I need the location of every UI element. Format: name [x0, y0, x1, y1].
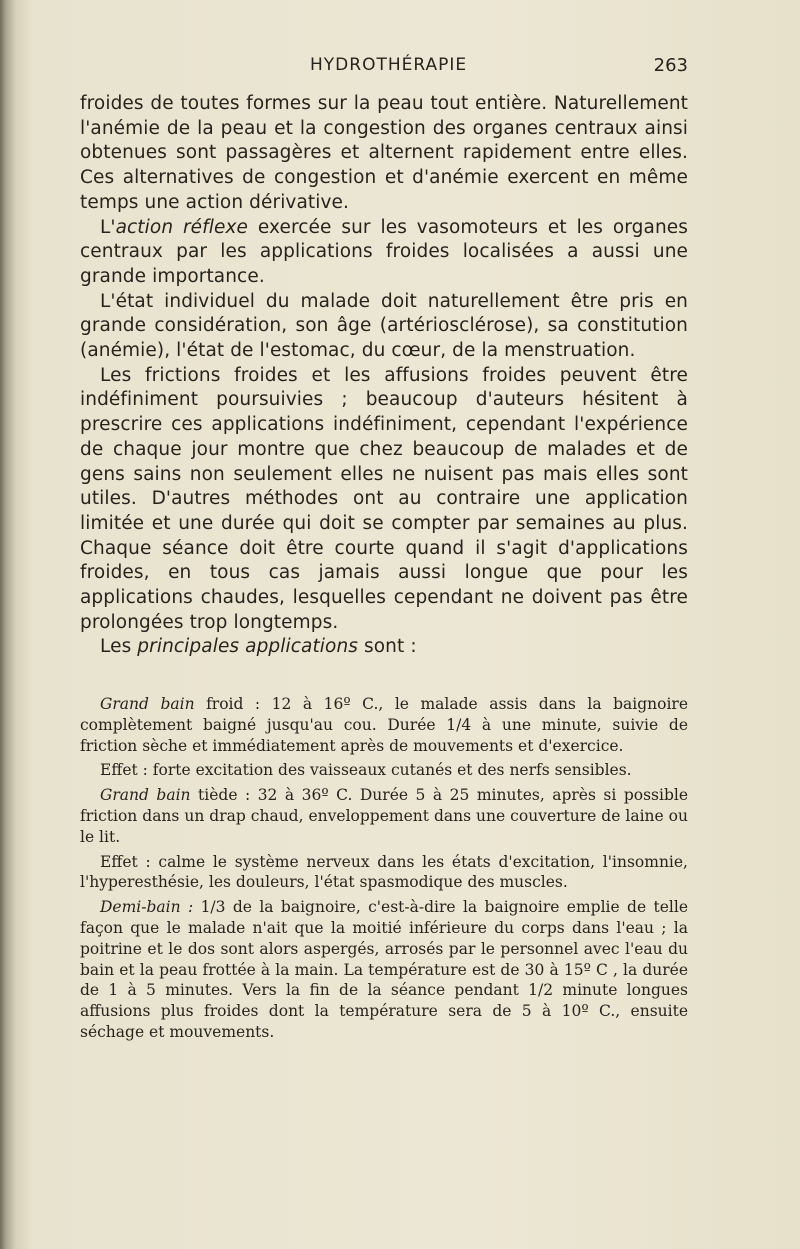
- emphasis: Demi-bain :: [100, 898, 194, 917]
- emphasis: Grand bain: [100, 786, 191, 805]
- paragraph: L'action réflexe exercée sur les vasomoteurs et les organes centraux par les applications froides localisées a aussi une grande importance.: [80, 216, 688, 287]
- paragraph: Les principales applications sont :: [100, 636, 417, 658]
- paragraph: froides de toutes formes sur la peau tout entière. Naturellement l'anémie de la peau et la congestion des organes centraux ainsi obtenues sont passagères et alternent rapidement entre elles. Ces alternatives de congestion et d'anémie exercent en même temps une action dérivative.: [80, 93, 688, 213]
- small-paragraph: Demi-bain : 1/3 de la baignoire, c'est-à-dire la baignoire emplie de telle façon que le malade n'ait que la moitié inférieure du corps dans l'eau ; la poitrine et le dos sont alors aspergés, arrosés par le personnel avec l'eau du bain et la peau frottée à la main. La température est de 30 à 15º C , la durée de 1 à 5 minutes. Vers la fin de la séance pendant 1/2 minute longues affusions plus froides dont la température sera de 5 à 10º C., ensuite séchage et mouvements.: [80, 898, 689, 1041]
- small-paragraph: Effet : forte excitation des vaisseaux cutanés et des nerfs sensibles.: [100, 761, 632, 780]
- page-number: 263: [653, 55, 688, 76]
- small-paragraph: Grand bain froid : 12 à 16º C., le malade assis dans la baignoire complètement baigné jusqu'au cou. Durée 1/4 à une minute, suivie de friction sèche et immédiatement après de mouvements et d'exercice.: [80, 695, 689, 755]
- emphasis: principales applications: [137, 636, 359, 658]
- page-header: [80, 55, 688, 81]
- paragraph: L'état individuel du malade doit naturellement être pris en grande considération, son âge (artériosclérose), sa constitution (anémie), l'état de l'estomac, du cœur, de la menstruation.: [80, 290, 688, 362]
- small-paragraph: Grand bain tiède : 32 à 36º C. Durée 5 à 25 minutes, après si possible friction dans un drap chaud, enveloppement dans une couverture de laine ou le lit.: [80, 786, 689, 846]
- small-paragraph: Effet : calme le système nerveux dans les états d'excitation, l'insomnie, l'hyperesthésie, les douleurs, l'état spasmodique des muscles.: [80, 852, 688, 892]
- applications-list: [80, 694, 688, 1043]
- emphasis: action réflexe: [115, 216, 249, 238]
- main-text: [80, 92, 688, 660]
- running-title: HYDROTHÉRAPIE: [310, 55, 468, 75]
- paragraph: Les frictions froides et les affusions froides peuvent être indéfiniment poursuivies ; beaucoup d'auteurs hésitent à prescrire ces applications indéfiniment, cependant l'expérience de chaque jour montre que chez beaucoup de malades et de gens sains non seulement elles ne nuisent pas mais elles sont utiles. D'autres méthodes ont au contraire une application limitée et une durée qui doit se compter par semaines au plus. Chaque séance doit être courte quand il s'agit d'applications froides, en tous cas jamais aussi longue que pour les applications chaudes, lesquelles cependant ne doivent pas être prolongées trop longtemps.: [80, 364, 688, 633]
- emphasis: Grand bain: [100, 695, 195, 713]
